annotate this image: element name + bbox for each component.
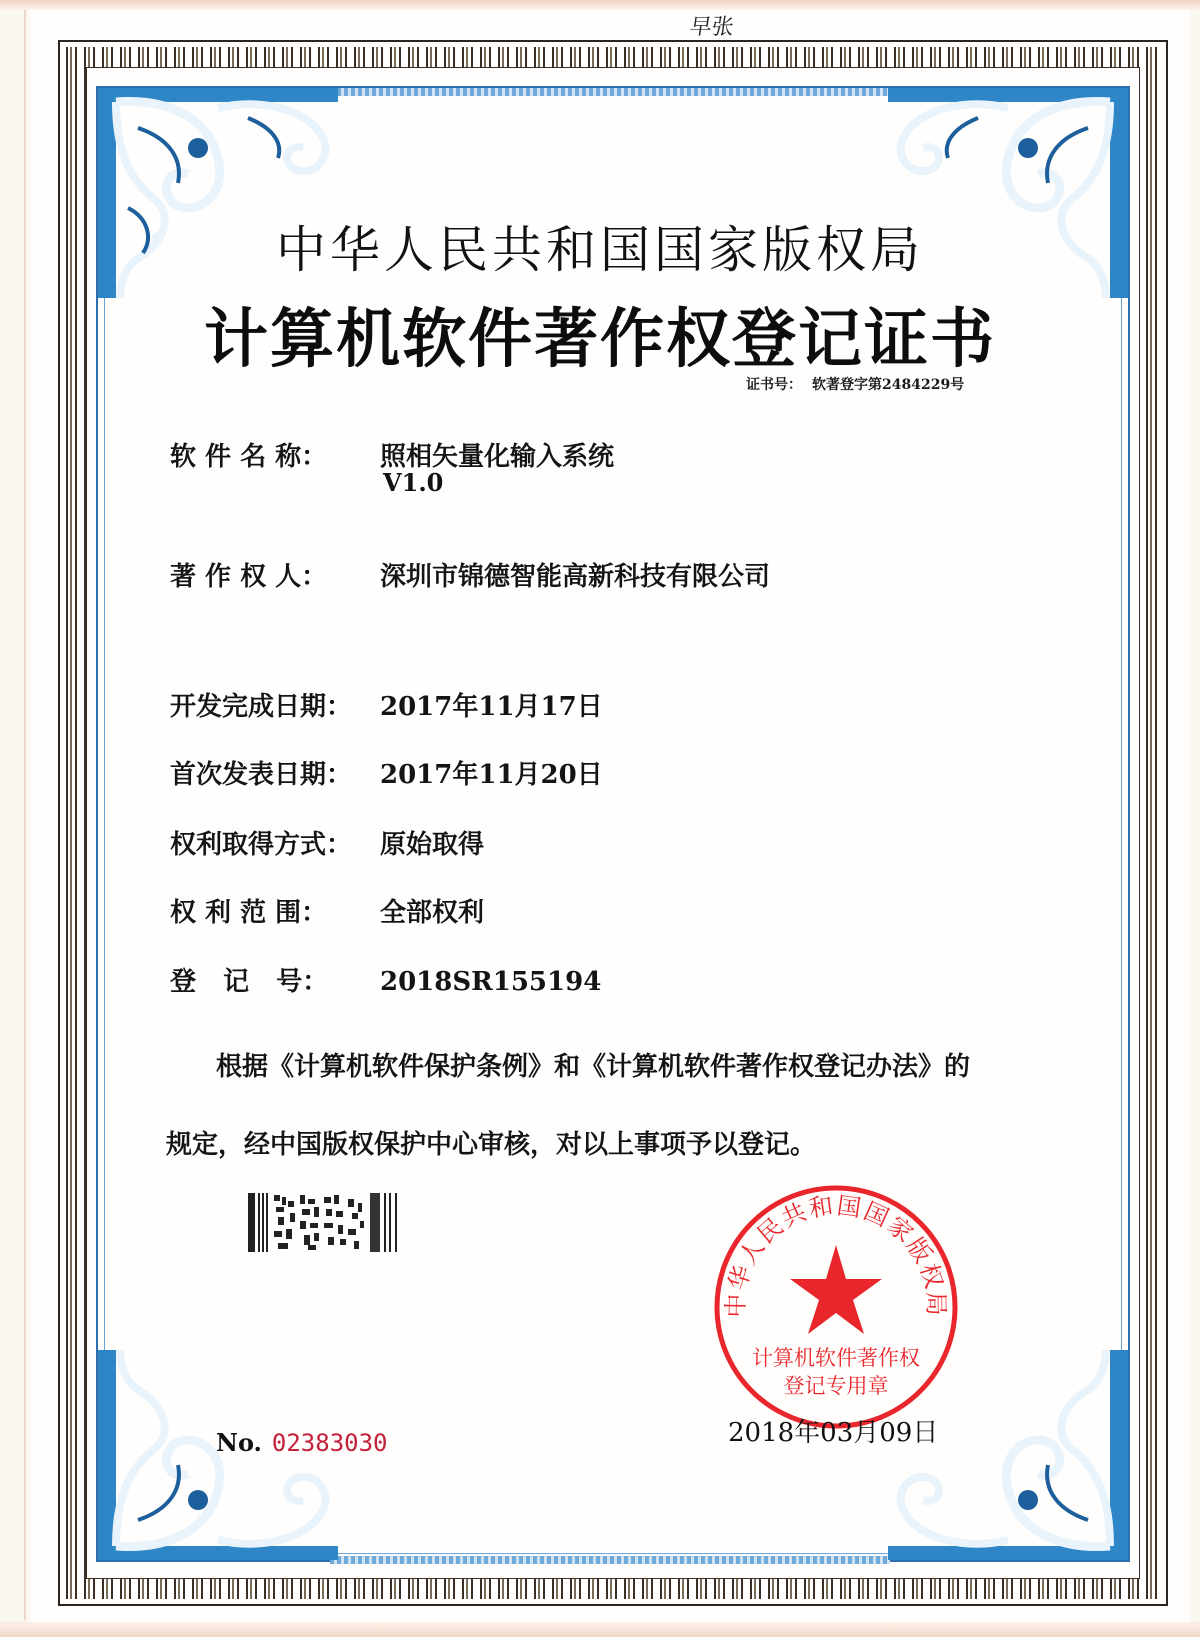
field-value: 深圳市锦德智能高新科技有限公司 xyxy=(380,562,771,592)
field-label: 登 记 号： xyxy=(170,967,329,997)
paper-edge-bottom xyxy=(0,1621,1200,1637)
serial-number xyxy=(216,1428,387,1457)
seal-inner-line-1: 计算机软件著作权 xyxy=(752,1346,920,1370)
certificate-number-label: 证书号： xyxy=(746,377,802,393)
blue-edge-band-bottom xyxy=(330,1556,890,1564)
serial-number-value: 02383030 xyxy=(271,1429,388,1457)
field-software-version: V1.0 xyxy=(383,468,444,497)
serial-number-label: No. xyxy=(216,1428,262,1457)
seal-outer-text: 中华人民共和国国家版权局 xyxy=(721,1191,951,1318)
field-value: 2018SR155194 xyxy=(380,967,602,997)
issuer-title: 中华人民共和国国家版权局 xyxy=(276,221,924,279)
field-value: 全部权利 xyxy=(380,898,485,928)
field-rights-scope xyxy=(170,892,484,929)
field-copyright-owner xyxy=(170,556,770,593)
field-rights-acquisition xyxy=(170,824,484,861)
statement-line-1: 根据《计算机软件保护条例》和《计算机软件著作权登记办法》的 xyxy=(216,1052,971,1082)
field-label: 著 作 权 人： xyxy=(170,562,328,592)
paper-edge-top xyxy=(0,0,1200,10)
field-value: 原始取得 xyxy=(380,830,485,860)
field-label: 权 利 范 围： xyxy=(170,898,328,928)
handwritten-note: 早张 xyxy=(687,15,736,40)
field-label: 开发完成日期： xyxy=(170,692,353,722)
certificate-title: 计算机软件著作权登记证书 xyxy=(204,302,996,377)
official-seal-icon xyxy=(712,1183,960,1431)
pdf417-barcode-icon xyxy=(248,1193,413,1252)
statement-line-2: 规定，经中国版权保护中心审核，对以上事项予以登记。 xyxy=(166,1130,817,1160)
field-value: 2017年11月17日 xyxy=(380,692,603,722)
seal-star-icon xyxy=(790,1245,882,1334)
field-development-date xyxy=(170,686,603,723)
field-registration-number xyxy=(170,961,601,998)
field-label: 权利取得方式： xyxy=(170,830,353,860)
field-value: 2017年11月20日 xyxy=(380,760,603,790)
field-label: 软 件 名 称： xyxy=(170,442,328,472)
field-label: 首次发表日期： xyxy=(170,760,353,790)
certificate-number-value: 软著登字第2484229号 xyxy=(812,377,965,393)
field-first-publication-date xyxy=(170,754,603,791)
field-value: 照相矢量化输入系统 xyxy=(380,442,615,472)
seal-inner-line-2: 登记专用章 xyxy=(783,1374,889,1398)
certificate-number xyxy=(746,374,974,394)
issue-date: 2018年03月09日 xyxy=(728,1418,939,1448)
blue-edge-band-top xyxy=(330,88,890,96)
